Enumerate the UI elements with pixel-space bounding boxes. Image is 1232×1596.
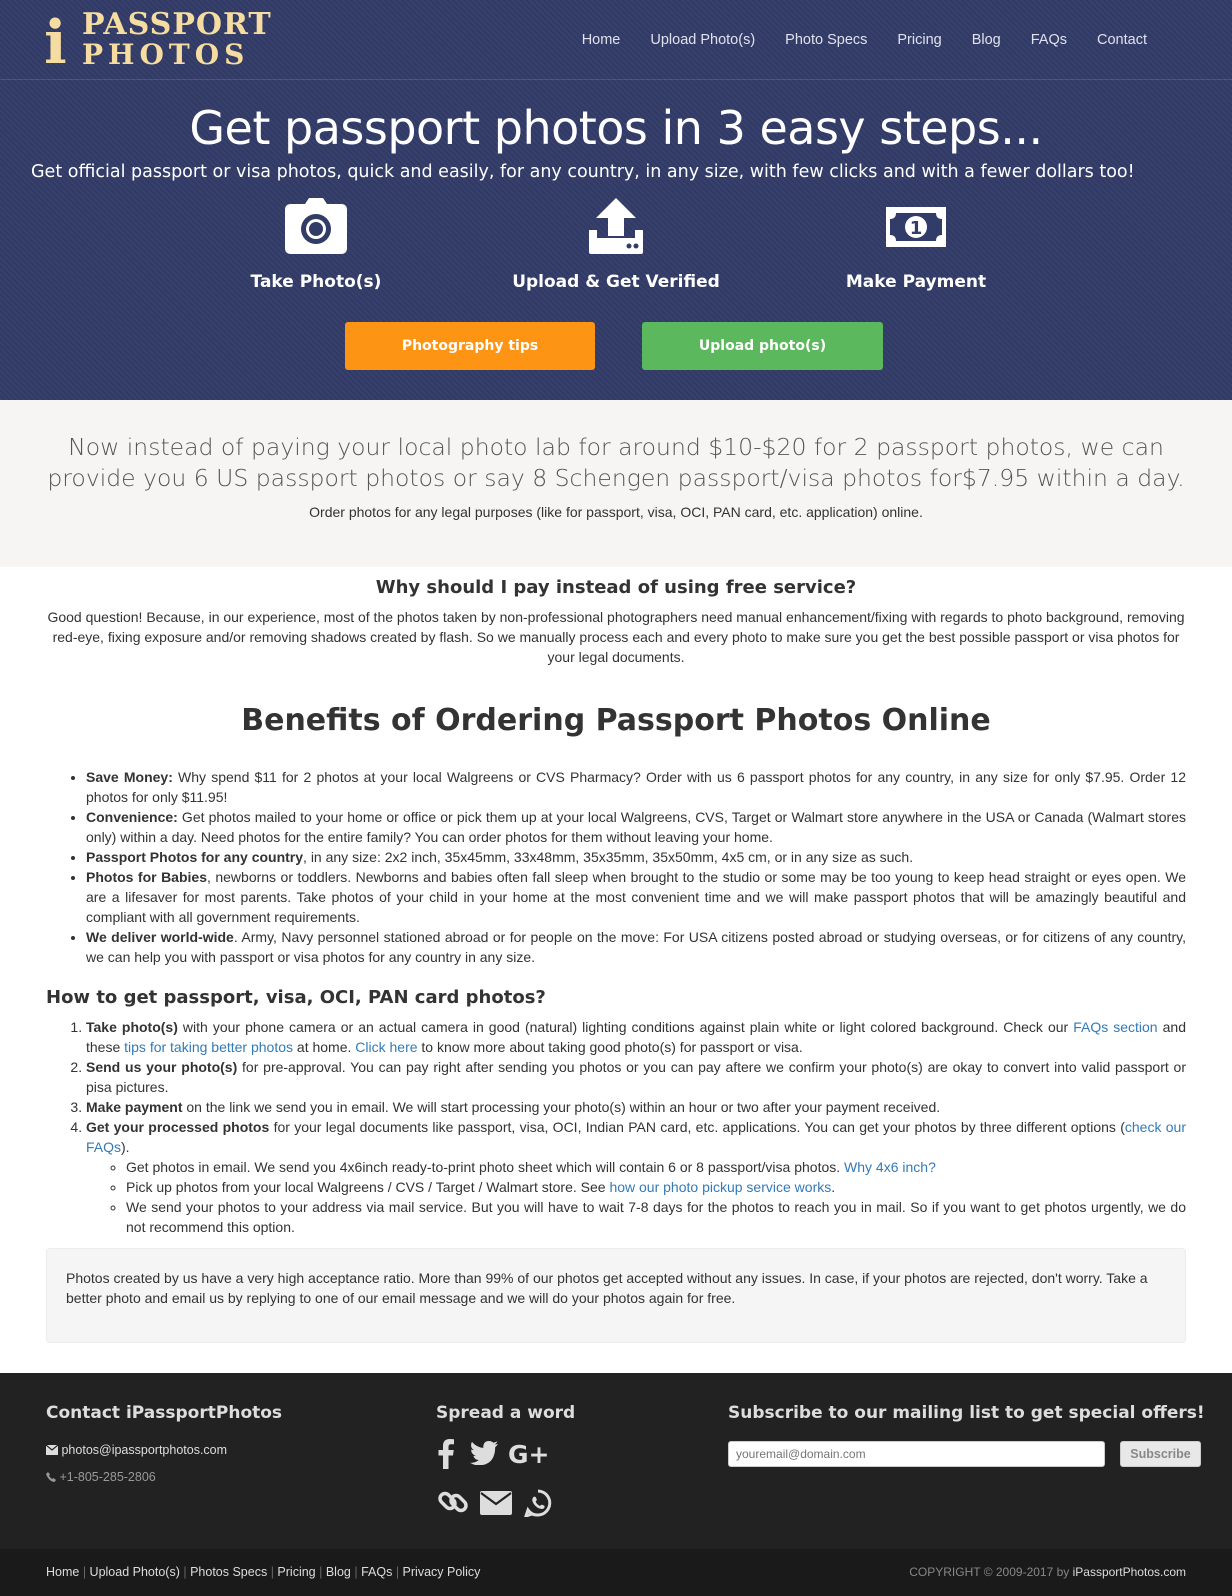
footer-link-upload[interactable]: Upload Photo(s) [89,1565,180,1579]
step-bold: Send us your photo(s) [86,1059,238,1075]
nav-home[interactable]: Home [581,32,621,48]
option-text: We send your photos to your address via mail service. But you will have to wait 7-8 days for the photos to reach you in mail. So if you want to get photos urgently, we do not recommend this option. [126,1199,1186,1235]
contact-phone[interactable] [46,1470,156,1484]
list-item [86,1057,1186,1097]
footer-link-faqs[interactable]: FAQs [361,1565,393,1579]
step-text: ). [121,1139,130,1155]
faqs-section-link[interactable]: FAQs section [1073,1019,1158,1035]
acceptance-note: Photos created by us have a very high acceptance ratio. More than 99% of our photos get accepted without any issues. In case, if your photos are rejected, don't worry. Take a better photo and email us by replying to one of our email message and we will do your photos again for free. [46,1248,1186,1343]
footer-link-privacy[interactable]: Privacy Policy [402,1565,481,1579]
navbar [0,0,1232,80]
list-item [86,1117,1186,1237]
twitter-icon[interactable] [470,1441,498,1465]
benefit-bold: We deliver world-wide [86,929,234,945]
list-item [126,1157,1186,1177]
camera-icon [285,196,347,256]
subscribe-email-input[interactable] [728,1441,1105,1467]
step-text: with your phone camera or an actual camera in good (natural) lighting conditions against plain white or light colored background. Check our [177,1019,1074,1035]
footer-link-specs[interactable]: Photos Specs [190,1565,268,1579]
step-label-payment: Make Payment [845,272,987,292]
google-plus-icon[interactable] [508,1441,550,1467]
site-logo[interactable] [44,7,272,78]
step-text: at home. [293,1039,356,1055]
nav-faqs[interactable]: FAQs [1030,32,1068,48]
step-label-upload: Upload & Get Verified [512,272,720,292]
benefit-bold: Photos for Babies [86,869,207,885]
hero-subtitle: Get official passport or visa photos, quick and easily, for any country, in any size, with few clicks and with a fewer dollars too! [31,162,1135,182]
footer-link-blog[interactable]: Blog [325,1565,351,1579]
step-text: and these [86,1019,1186,1055]
nav-blog[interactable]: Blog [971,32,1001,48]
svg-text:1: 1 [909,218,923,239]
hero-section [0,0,1232,400]
copyright-text: COPYRIGHT © 2009-2017 by [909,1565,1073,1579]
svg-text:G+: G+ [508,1441,550,1467]
list-item [86,807,1186,847]
list-item [86,767,1186,807]
benefit-bold: Convenience: [86,809,178,825]
copyright-site[interactable]: iPassportPhotos.com [1072,1565,1186,1579]
contact-email-text: photos@ipassportphotos.com [61,1443,228,1457]
click-here-link[interactable]: Click here [355,1039,418,1055]
list-item [86,927,1186,967]
delivery-options [86,1157,1186,1237]
option-text: Pick up photos from your local Walgreens / CVS / Target / Walmart store. See [126,1179,610,1195]
nav-contact[interactable]: Contact [1097,32,1147,48]
link-icon[interactable] [438,1487,468,1517]
footer-link-home[interactable]: Home [46,1565,80,1579]
contact-email[interactable] [46,1443,227,1457]
list-item [86,847,1186,867]
benefits-title: Benefits of Ordering Passport Photos Online [241,703,991,738]
step-take-photo [186,196,446,294]
nav-pricing[interactable]: Pricing [897,32,942,48]
step-upload [486,196,746,294]
photo-tips-link[interactable]: tips for taking better photos [124,1039,294,1055]
step-text: to know more about taking good photo(s) for passport or visa. [417,1039,803,1055]
subscribe-title: Subscribe to our mailing list to get special offers! [728,1403,1205,1423]
footer [0,1373,1232,1549]
pickup-service-link[interactable]: how our photo pickup service works [609,1179,832,1195]
logo-letter-i: i [44,8,67,78]
logo-word-passport: PASSPORT [82,7,272,42]
benefit-text: Get photos mailed to your home or office or pick them up at your local Walgreens, CVS, Target or Walmart store anywhere in the USA or Canada (Walmart stores only) within a day. Need photos for the entire family? You can order photos for them without leaving your home. [86,809,1186,845]
main-nav [567,30,1162,50]
promo-section [0,400,1232,567]
photography-tips-button[interactable]: Photography tips [345,322,595,370]
why-4x6-link[interactable]: Why 4x6 inch? [844,1159,936,1175]
promo-text: Now instead of paying your local photo lab for around $10-$20 for 2 passport photos, we can provide you 6 US passport photos or say 8 Schengen passport/visa photos for$7.95 within a day. [47,433,1185,492]
list-item [126,1197,1186,1237]
phone-icon [46,1472,56,1482]
list-item [86,1097,1186,1117]
footer-links: Home | Upload Photo(s) | Photos Specs | Pricing | Blog | FAQs | Privacy Policy [46,1565,481,1579]
facebook-icon[interactable] [438,1439,454,1469]
step-text: for pre-approval. You can pay right after sending you photos or you can pay aftere we confirm your photo(s) are okay to convert into valid passport or pisa pictures. [86,1059,1186,1095]
upload-photos-button[interactable]: Upload photo(s) [642,322,883,370]
list-item [86,1017,1186,1057]
promo-subtext: Order photos for any legal purposes (like for passport, visa, OCI, PAN card, etc. application) online. [309,504,923,520]
how-to-steps [86,1017,1186,1237]
nav-photo-specs[interactable]: Photo Specs [785,32,868,48]
hero-title: Get passport photos in 3 easy steps... [189,101,1043,155]
footer-link-pricing[interactable]: Pricing [277,1565,316,1579]
step-bold: Take photo(s) [86,1019,178,1035]
step-text: for your legal documents like passport, visa, OCI, Indian PAN card, etc. applications. You can get your photos by three different options ( [269,1119,1125,1135]
benefit-text: Why spend $11 for 2 photos at your local Walgreens or CVS Pharmacy? Order with us 6 passport photos for any country, in any size for only $7.95. Order 12 photos for only $11.95! [86,769,1186,805]
benefits-list [86,767,1186,967]
upload-icon [589,196,643,256]
benefit-text: , in any size: 2x2 inch, 35x45mm, 33x48mm, 35x35mm, 35x50mm, 4x5 cm, or in any size as such. [303,849,914,865]
contact-phone-text: +1-805-285-2806 [59,1470,156,1484]
benefit-bold: Passport Photos for any country [86,849,304,865]
step-bold: Make payment [86,1099,183,1115]
spread-title: Spread a word [436,1403,576,1423]
whatsapp-icon[interactable] [524,1489,552,1517]
why-pay-text: Good question! Because, in our experience, most of the photos taken by non-professional photographers need manual enhancement/fixing with regards to photo background, removing red-eye, fixing exposure and/or removing shadows created by flash. So we manually process each and every photo to make sure you get the best possible passport or visa photos for your legal documents. [47,609,1185,665]
subscribe-button[interactable]: Subscribe [1120,1441,1201,1467]
step-bold: Get your processed photos [86,1119,270,1135]
check-faqs-link[interactable]: check our FAQs [86,1119,1186,1155]
why-pay-title: Why should I pay instead of using free service? [375,577,857,598]
contact-title: Contact iPassportPhotos [46,1403,283,1423]
list-item [126,1177,1186,1197]
option-text: . [831,1179,836,1195]
step-payment [786,196,1046,294]
copyright [909,1565,1186,1579]
logo-word-photos: PHOTOS [82,38,250,71]
benefit-text: , newborns or toddlers. Newborns and babies often fall sleep when brought to the studio or some may be too young to keep head straight or eyes open. We are a lifesaver for most parents. Take photos of your child in your home at the most convenient time and we will make passport photos that will be amazingly beautiful and compliant with all government requirements. [86,869,1186,925]
benefit-text: . Army, Navy personnel stationed abroad or for people on the move: For USA citizens posted abroad or studying overseas, or for citizens of any country, we can help you with passport or visa photos for any country in any size. [86,929,1187,965]
envelope-icon[interactable] [480,1491,512,1515]
money-icon [886,196,946,256]
list-item [86,867,1186,927]
benefit-bold: Save Money: [86,769,173,785]
how-to-title: How to get passport, visa, OCI, PAN card photos? [46,987,546,1008]
step-text: on the link we send you in email. We will start processing your photo(s) within an hour or two after your payment received. [182,1099,941,1115]
step-label-take-photo: Take Photo(s) [250,272,382,292]
option-text: Get photos in email. We send you 4x6inch ready-to-print photo sheet which will contain 6 or 8 passport/visa photos. [126,1159,845,1175]
nav-upload-photos[interactable]: Upload Photo(s) [650,32,756,48]
envelope-icon [46,1445,58,1455]
footer-bottom-bar [0,1549,1232,1596]
